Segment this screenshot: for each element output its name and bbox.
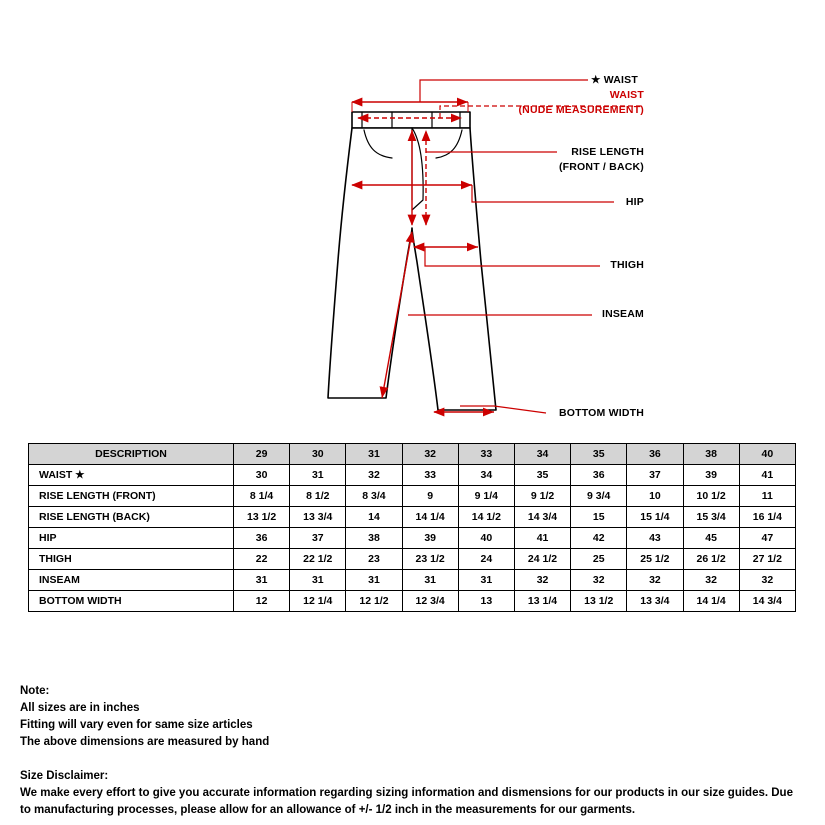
- notes-heading: Note:: [20, 685, 50, 697]
- cell: 10: [627, 486, 683, 507]
- cell: 10 1/2: [683, 486, 739, 507]
- label-waist-star: ★ WAIST: [591, 74, 638, 86]
- cell: 15 1/4: [627, 507, 683, 528]
- table-row: [29, 507, 796, 528]
- cell: 38: [346, 528, 402, 549]
- label-bottom-width: BOTTOM WIDTH: [558, 407, 644, 419]
- cell: 34: [458, 465, 514, 486]
- cell: 32: [627, 570, 683, 591]
- cell: 37: [627, 465, 683, 486]
- cell: 14 3/4: [514, 507, 570, 528]
- cell: 15: [571, 507, 627, 528]
- notes-section: [20, 683, 800, 819]
- label-waist-nude-line1: WAIST: [609, 89, 644, 101]
- cell: 32: [571, 570, 627, 591]
- cell: 31: [402, 570, 458, 591]
- cell: 45: [683, 528, 739, 549]
- cell: 13 1/2: [234, 507, 290, 528]
- label-inseam: INSEAM: [601, 308, 644, 320]
- cell: 25 1/2: [627, 549, 683, 570]
- cell: 37: [290, 528, 346, 549]
- cell: 9 3/4: [571, 486, 627, 507]
- cell: 14 1/4: [402, 507, 458, 528]
- column-header-size-29: 29: [234, 444, 290, 465]
- cell: 14: [346, 507, 402, 528]
- cell: 11: [739, 486, 795, 507]
- label-hip: HIP: [625, 196, 644, 208]
- column-header-size-32: 32: [402, 444, 458, 465]
- cell: 12 3/4: [402, 591, 458, 612]
- disclaimer-heading: Size Disclaimer:: [20, 770, 109, 782]
- cell: 39: [683, 465, 739, 486]
- notes-spacer: [20, 751, 800, 768]
- cell: 35: [514, 465, 570, 486]
- notes-line-2: Fitting will vary even for same size articles: [20, 719, 253, 731]
- disclaimer-body: We make every effort to give you accurate information regarding sizing information and dismensions for our products in our size guides. Due to manufacturing processes, please allow for an allowance of +/- 1/2 inch in the measurements for our garments.: [20, 787, 793, 816]
- label-rise-length-line2: (FRONT / BACK): [558, 161, 644, 173]
- row-label-inseam: INSEAM: [29, 570, 234, 591]
- notes-line-1: All sizes are in inches: [20, 702, 140, 714]
- column-header-size-36: 36: [627, 444, 683, 465]
- cell: 31: [234, 570, 290, 591]
- cell: 23 1/2: [402, 549, 458, 570]
- row-label-bottom-width: BOTTOM WIDTH: [29, 591, 234, 612]
- size-chart-table: [28, 443, 796, 612]
- row-label-rise-length-front: RISE LENGTH (FRONT): [29, 486, 234, 507]
- cell: 25: [571, 549, 627, 570]
- cell: 36: [571, 465, 627, 486]
- table-row: [29, 570, 796, 591]
- row-label-hip: HIP: [29, 528, 234, 549]
- column-header-size-33: 33: [458, 444, 514, 465]
- cell: 32: [346, 465, 402, 486]
- cell: 41: [514, 528, 570, 549]
- cell: 14 1/2: [458, 507, 514, 528]
- cell: 16 1/4: [739, 507, 795, 528]
- cell: 13 3/4: [290, 507, 346, 528]
- label-waist-nude-line2: (NUDE MEASUREMENT): [518, 104, 644, 116]
- cell: 47: [739, 528, 795, 549]
- cell: 15 3/4: [683, 507, 739, 528]
- cell: 8 3/4: [346, 486, 402, 507]
- column-header-size-35: 35: [571, 444, 627, 465]
- cell: 22: [234, 549, 290, 570]
- cell: 12 1/4: [290, 591, 346, 612]
- cell: 9 1/2: [514, 486, 570, 507]
- table-row: [29, 528, 796, 549]
- column-header-size-31: 31: [346, 444, 402, 465]
- cell: 24: [458, 549, 514, 570]
- cell: 33: [402, 465, 458, 486]
- cell: 13: [458, 591, 514, 612]
- table-header: [29, 444, 796, 465]
- cell: 31: [346, 570, 402, 591]
- cell: 8 1/2: [290, 486, 346, 507]
- cell: 13 1/4: [514, 591, 570, 612]
- column-header-size-30: 30: [290, 444, 346, 465]
- cell: 40: [458, 528, 514, 549]
- cell: 8 1/4: [234, 486, 290, 507]
- cell: 12: [234, 591, 290, 612]
- cell: 22 1/2: [290, 549, 346, 570]
- cell: 43: [627, 528, 683, 549]
- table-row: [29, 549, 796, 570]
- cell: 9: [402, 486, 458, 507]
- column-header-size-40: 40: [739, 444, 795, 465]
- table-header-row: [29, 444, 796, 465]
- cell: 23: [346, 549, 402, 570]
- table-body: [29, 465, 796, 612]
- notes-line-3: The above dimensions are measured by hand: [20, 736, 270, 748]
- cell: 36: [234, 528, 290, 549]
- row-label-thigh: THIGH: [29, 549, 234, 570]
- cell: 41: [739, 465, 795, 486]
- row-label-waist: WAIST ★: [29, 465, 234, 486]
- table-row: [29, 486, 796, 507]
- cell: 13 1/2: [571, 591, 627, 612]
- size-chart-table-wrapper: [28, 443, 796, 612]
- cell: 9 1/4: [458, 486, 514, 507]
- table-row: [29, 465, 796, 486]
- table-row: [29, 591, 796, 612]
- column-header-size-38: 38: [683, 444, 739, 465]
- cell: 32: [683, 570, 739, 591]
- cell: 14 3/4: [739, 591, 795, 612]
- label-rise-length-line1: RISE LENGTH: [571, 146, 644, 158]
- cell: 12 1/2: [346, 591, 402, 612]
- cell: 30: [234, 465, 290, 486]
- label-thigh: THIGH: [610, 259, 644, 271]
- cell: 31: [290, 570, 346, 591]
- cell: 32: [739, 570, 795, 591]
- row-label-rise-length-back: RISE LENGTH (BACK): [29, 507, 234, 528]
- column-header-description: DESCRIPTION: [29, 444, 234, 465]
- cell: 13 3/4: [627, 591, 683, 612]
- cell: 24 1/2: [514, 549, 570, 570]
- cell: 31: [290, 465, 346, 486]
- column-header-size-34: 34: [514, 444, 570, 465]
- cell: 39: [402, 528, 458, 549]
- cell: 26 1/2: [683, 549, 739, 570]
- cell: 42: [571, 528, 627, 549]
- cell: 14 1/4: [683, 591, 739, 612]
- cell: 31: [458, 570, 514, 591]
- cell: 32: [514, 570, 570, 591]
- cell: 27 1/2: [739, 549, 795, 570]
